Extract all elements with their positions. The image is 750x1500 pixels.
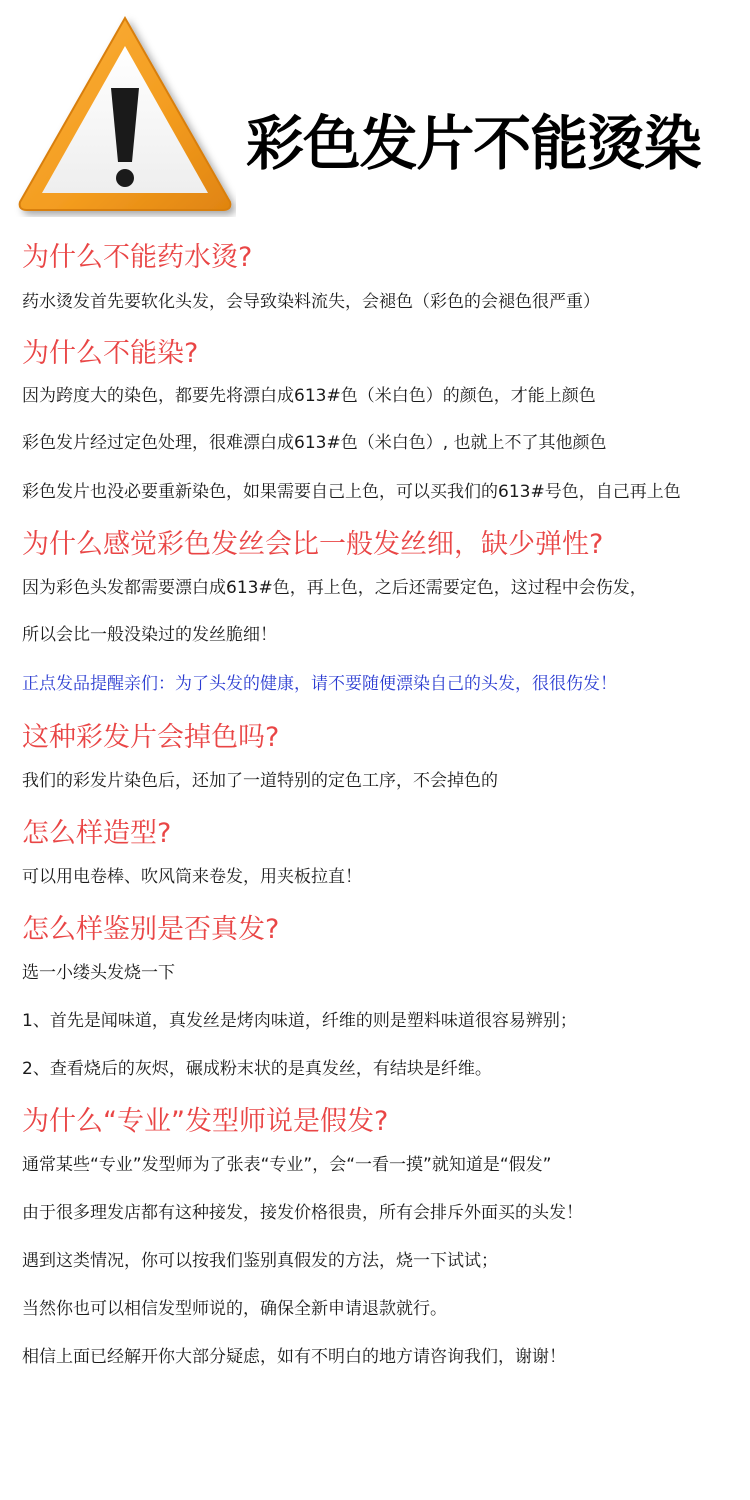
page-title: 彩色发片不能烫染	[246, 109, 701, 178]
question-heading: 为什么“专业”发型师说是假发?	[22, 1106, 389, 1137]
answer-line: 彩色发片经过定色处理，很难漂白成613#色（米白色）, 也就上不了其他颜色	[22, 433, 607, 453]
answer-line: 相信上面已经解开你大部分疑虑，如有不明白的地方请咨询我们，谢谢！	[22, 1347, 566, 1367]
answer-line: 彩色发片也没必要重新染色，如果需要自己上色，可以买我们的613#号色，自己再上色	[22, 482, 681, 502]
answer-line: 所以会比一般没染过的发丝脆细！	[22, 625, 277, 645]
answer-line: 遇到这类情况，你可以按我们鉴别真假发的方法，烧一下试试；	[22, 1251, 498, 1271]
answer-line: 药水烫发首先要软化头发，会导致染料流失，会褪色（彩色的会褪色很严重）	[22, 292, 600, 312]
question-heading: 为什么不能药水烫?	[22, 242, 253, 273]
question-heading: 怎么样鉴别是否真发?	[22, 914, 280, 945]
answer-line: 当然你也可以相信发型师说的，确保全新申请退款就行。	[22, 1299, 447, 1319]
question-heading: 怎么样造型?	[22, 818, 172, 849]
answer-line: 通常某些“专业”发型师为了张表“专业”，会“一看一摸”就知道是“假发”	[22, 1155, 552, 1175]
header-banner	[0, 0, 750, 225]
warning-triangle-icon	[14, 12, 236, 217]
answer-line: 我们的彩发片染色后，还加了一道特别的定色工序，不会掉色的	[22, 771, 498, 791]
answer-line: 选一小缕头发烧一下	[22, 963, 175, 983]
answer-line: 1、首先是闻味道，真发丝是烤肉味道，纤维的则是塑料味道很容易辨别；	[22, 1011, 577, 1031]
answer-line: 2、查看烧后的灰烬，碾成粉末状的是真发丝，有结块是纤维。	[22, 1059, 492, 1079]
answer-line: 由于很多理发店都有这种接发，接发价格很贵，所有会排斥外面买的头发！	[22, 1203, 583, 1223]
answer-line: 可以用电卷棒、吹风筒来卷发，用夹板拉直！	[22, 867, 362, 887]
question-heading: 为什么感觉彩色发丝会比一般发丝细，缺少弹性?	[22, 529, 604, 560]
notice-line: 正点发品提醒亲们：为了头发的健康，请不要随便漂染自己的头发，很很伤发！	[22, 674, 617, 694]
answer-line: 因为跨度大的染色，都要先将漂白成613#色（米白色）的颜色，才能上颜色	[22, 386, 596, 406]
question-heading: 这种彩发片会掉色吗?	[22, 722, 280, 753]
answer-line: 因为彩色头发都需要漂白成613#色，再上色，之后还需要定色，这过程中会伤发，	[22, 578, 647, 598]
question-heading: 为什么不能染?	[22, 338, 199, 369]
